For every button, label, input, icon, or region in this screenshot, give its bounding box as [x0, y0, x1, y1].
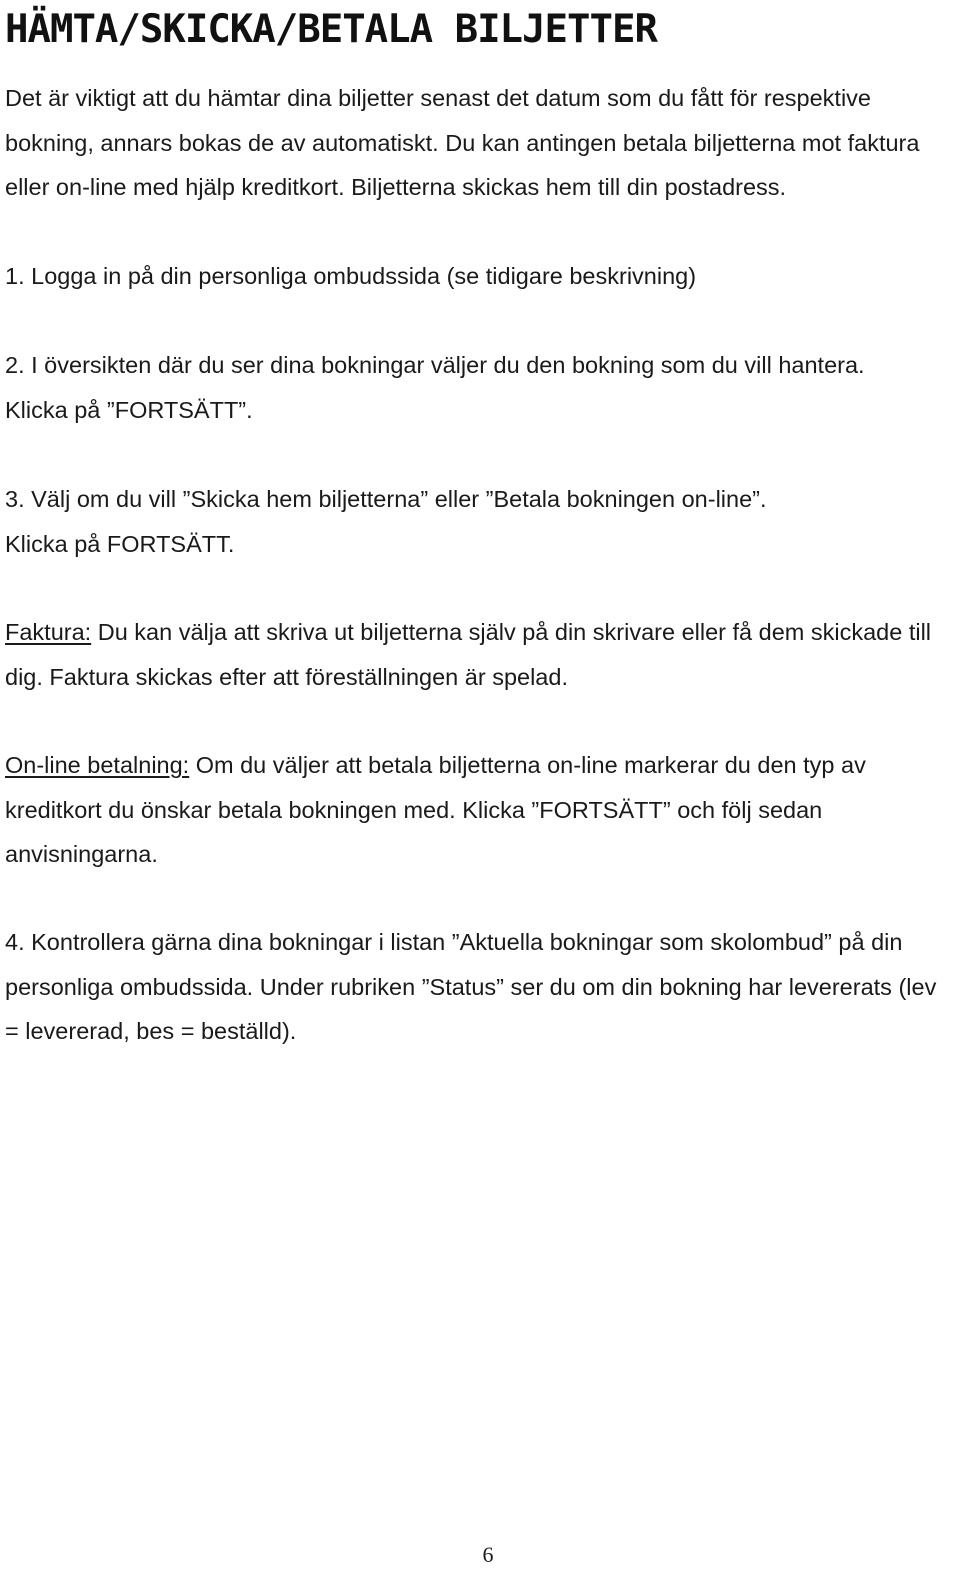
online-payment-text: Om du väljer att betala biljetterna on-line markerar du den typ av kreditkort du önskar betala bokningen med. Klicka ”FORTSÄTT” och följ sedan anvisningarna. — [5, 752, 866, 867]
faktura-label: Faktura: — [5, 619, 92, 645]
document-page — [5, 0, 950, 1044]
step-3-instruction: Klicka på FORTSÄTT. — [5, 530, 235, 557]
step-2-instruction: Klicka på ”FORTSÄTT”. — [5, 396, 253, 423]
step-3-text: 3. Välj om du vill ”Skicka hem biljetterna” eller ”Betala bokningen on-line”. — [5, 486, 767, 512]
intro-paragraph: Det är viktigt att du hämtar dina biljetter senast det datum som du fått för respektive bokning, annars bokas de av automatiskt. Du kan antingen betala biljetterna mot faktura eller on-line med hjälp kreditkort. Biljetterna skickas hem till din postadress. — [5, 85, 920, 200]
page-number: 6 — [482, 1542, 494, 1567]
step-4: 4. Kontrollera gärna dina bokningar i listan ”Aktuella bokningar som skolombud” på din personliga ombudssida. Under rubriken ”Status” ser du om din bokning har levererats (lev = levererad, bes = beställd). — [5, 929, 937, 1044]
step-1: 1. Logga in på din personliga ombudssida (se tidigare beskrivning) — [5, 263, 697, 289]
step-2 — [5, 343, 950, 432]
faktura-paragraph — [5, 610, 950, 699]
page-title: HÄMTA/SKICKA/BETALA BILJETTER — [5, 7, 657, 52]
faktura-text: Du kan välja att skriva ut biljetterna själv på din skrivare eller få dem skickade till dig. Faktura skickas efter att föreställningen är spelad. — [5, 619, 932, 690]
step-3 — [5, 477, 950, 566]
step-2-text: 2. I översikten där du ser dina bokningar väljer du den bokning som du vill hantera. — [5, 352, 865, 378]
online-payment-paragraph — [5, 743, 950, 877]
online-payment-label: On-line betalning: — [5, 752, 190, 778]
